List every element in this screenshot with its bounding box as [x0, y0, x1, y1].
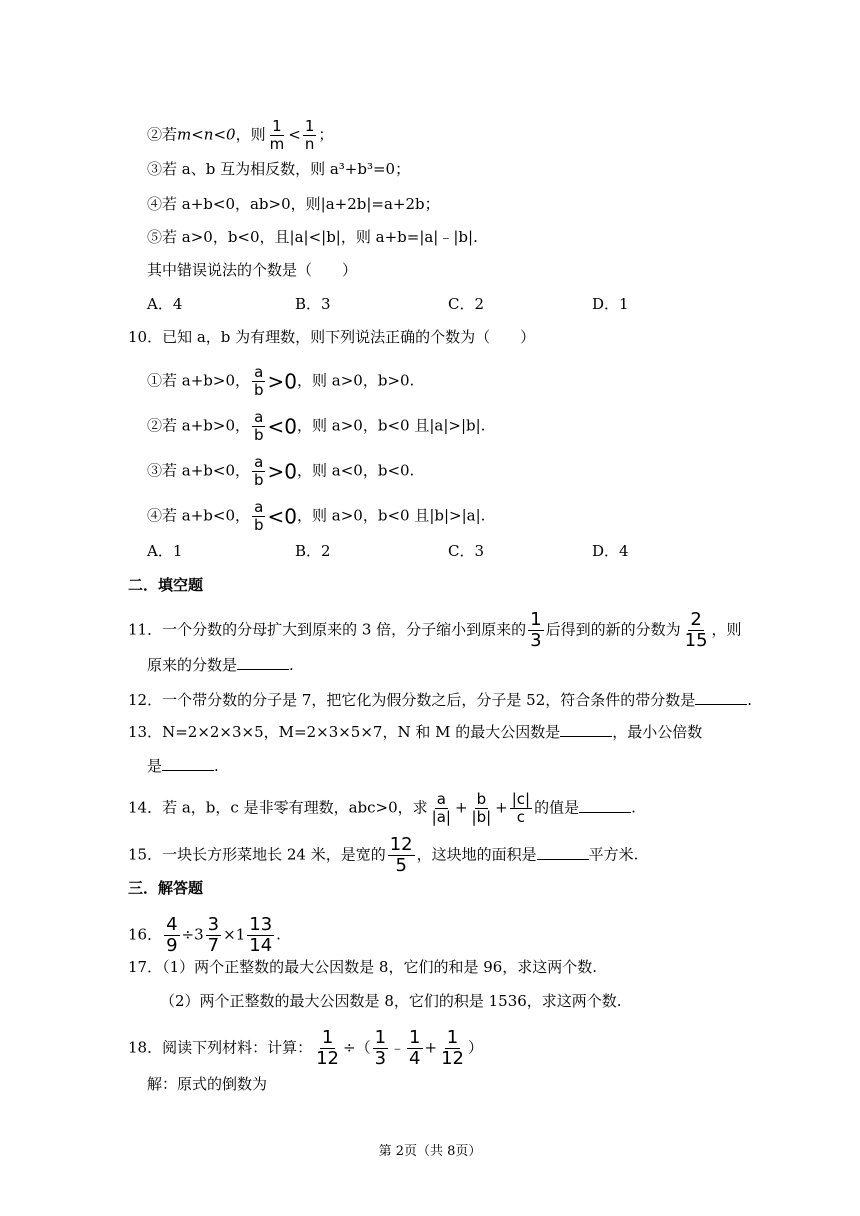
q10-item-2 — [147, 409, 485, 444]
q9-statement-2 — [147, 118, 333, 153]
denominator: 12 — [316, 1048, 339, 1069]
fraction — [388, 835, 415, 876]
numerator: 1 — [530, 609, 542, 630]
text: ，最小公倍数 — [612, 723, 703, 741]
comparison: <0 — [267, 414, 298, 439]
text: ÷（ — [343, 1038, 371, 1057]
plus-sign: + — [495, 798, 508, 817]
denominator: b — [254, 426, 264, 444]
text: ，这块地的面积是 — [416, 845, 537, 864]
numerator: 1 — [321, 1027, 334, 1048]
text: 是 — [147, 757, 163, 775]
numerator: 13 — [249, 914, 273, 935]
text: 11．一个分数的分母扩大到原来的 3 倍，分子缩小到原来的 — [128, 620, 527, 639]
plus-sign: + — [454, 798, 468, 817]
text: 18．阅读下列材料：计算： — [128, 1038, 313, 1057]
q13-line-1 — [128, 721, 702, 743]
denominator: 4 — [409, 1048, 421, 1069]
numerator: a — [254, 498, 264, 516]
fraction — [528, 610, 543, 651]
text: . — [276, 925, 281, 944]
answer-blank[interactable] — [237, 655, 289, 670]
q15 — [128, 835, 638, 876]
text: . — [214, 757, 219, 775]
q17-part-1: 17．（1）两个正整数的最大公因数是 8，它们的和是 96，求这两个数. — [128, 958, 598, 976]
denominator: |b| — [471, 808, 492, 826]
answer-blank[interactable] — [695, 690, 747, 705]
fraction — [252, 364, 266, 399]
fraction — [439, 1028, 466, 1069]
comparison: >0 — [267, 369, 298, 394]
q10-item-4 — [147, 499, 485, 534]
text: . — [631, 798, 636, 817]
fraction — [164, 915, 179, 956]
math-text: m<n<0 — [177, 125, 236, 144]
comparison: >0 — [267, 459, 298, 484]
numerator: 1 — [409, 1027, 421, 1048]
text: . — [747, 691, 753, 709]
q9-statement-5: ⑤若 a>0，b<0，且|a|<|b|，则 a+b=|a|﹣|b|. — [147, 228, 478, 246]
q18-solution: 解：原式的倒数为 — [147, 1075, 268, 1093]
fraction — [268, 118, 287, 153]
text: 12．一个带分数的分子是 7，把它化为假分数之后，分子是 52，符合条件的带分数是 — [128, 691, 696, 709]
q10-stem: 10．已知 a，b 为有理数，则下列说法正确的个数为（ ） — [128, 328, 536, 346]
text: ，则 a<0，b<0. — [297, 461, 415, 480]
numerator: |c| — [511, 790, 531, 808]
text: ） — [467, 1038, 483, 1057]
text: ①若 a+b>0， — [147, 371, 250, 390]
numerator: 12 — [389, 834, 413, 855]
numerator: 1 — [446, 1027, 459, 1048]
option-c: C．2 — [448, 295, 485, 313]
text: 13．N=2×2×3×5，M=2×3×5×7，N 和 M 的最大公因数是 — [128, 723, 561, 741]
text: 16． — [128, 925, 163, 944]
section-heading-fill-in: 二．填空题 — [128, 576, 204, 594]
numerator: 4 — [166, 914, 178, 935]
option-a: A．1 — [147, 542, 183, 560]
text: ，则 a>0，b>0. — [297, 371, 415, 390]
text: ，则 a>0，b<0 且|b|>|a|. — [297, 506, 486, 525]
option-b: B．2 — [295, 542, 331, 560]
answer-blank[interactable] — [537, 845, 589, 860]
q18 — [128, 1028, 483, 1069]
text: ，则 — [711, 620, 742, 639]
denominator: m — [269, 135, 285, 153]
denominator: 3 — [374, 1048, 387, 1069]
text: ②若 a+b>0， — [147, 416, 250, 435]
numerator: a — [254, 453, 264, 471]
fraction — [303, 118, 317, 153]
numerator: a — [436, 790, 446, 808]
text: ； — [318, 125, 334, 144]
text: 平方米. — [588, 845, 639, 864]
fraction — [470, 791, 494, 826]
q17-part-2: （2）两个正整数的最大公因数是 8，它们的积是 1536，求这两个数. — [160, 992, 622, 1010]
fraction — [430, 791, 453, 826]
denominator: b — [254, 381, 264, 399]
fraction — [252, 499, 266, 534]
denominator: 12 — [441, 1048, 464, 1069]
page-footer: 第 2页（共 8页） — [378, 1144, 482, 1159]
option-a: A．4 — [147, 295, 183, 313]
fraction — [206, 915, 221, 956]
denominator: 3 — [530, 630, 542, 651]
fraction — [510, 791, 532, 826]
fraction — [373, 1028, 388, 1069]
q12 — [128, 689, 752, 711]
denominator: |a| — [431, 808, 451, 826]
denominator: 15 — [684, 630, 708, 651]
denominator: n — [304, 135, 315, 153]
fraction — [252, 454, 266, 489]
plus-sign: + — [424, 1038, 438, 1057]
text: ④若 a+b<0， — [147, 506, 250, 525]
numerator: 3 — [207, 914, 220, 935]
denominator: 14 — [249, 935, 273, 956]
option-d: D．4 — [592, 542, 629, 560]
option-c: C．3 — [448, 542, 485, 560]
fraction — [683, 610, 710, 651]
text: 15．一块长方形菜地长 24 米，是宽的 — [128, 845, 386, 864]
denominator: 7 — [207, 935, 220, 956]
denominator: 9 — [166, 935, 178, 956]
q13-line-2 — [147, 755, 219, 777]
numerator: 1 — [272, 117, 282, 135]
q10-item-1 — [147, 364, 414, 399]
text: 原来的分数是 — [147, 656, 238, 674]
text: ，则 a>0，b<0 且|a|>|b|. — [297, 416, 486, 435]
text: 后得到的新的分数为 — [545, 620, 681, 639]
q9-statement-4: ④若 a+b<0，ab>0，则|a+2b|=a+2b； — [147, 195, 440, 213]
text: ×1 — [223, 925, 246, 944]
denominator: 5 — [395, 855, 407, 876]
denominator: c — [516, 808, 526, 826]
fraction — [314, 1028, 341, 1069]
answer-blank[interactable] — [560, 722, 612, 737]
q9-statement-3: ③若 a、b 互为相反数，则 a³+b³=0； — [147, 160, 411, 178]
answer-blank[interactable] — [162, 756, 214, 771]
q14 — [128, 791, 636, 826]
numerator: a — [254, 363, 264, 381]
text: 的值是 — [534, 798, 580, 817]
denominator: b — [254, 516, 264, 534]
text: 14．若 a，b，c 是非零有理数，abc>0，求 — [128, 798, 428, 817]
denominator: b — [254, 471, 264, 489]
minus-sign: ﹣ — [390, 1038, 406, 1057]
section-heading-solve: 三．解答题 — [128, 879, 204, 897]
numerator: 1 — [304, 117, 315, 135]
numerator: 2 — [690, 609, 702, 630]
option-d: D．1 — [592, 295, 629, 313]
comparison: <0 — [267, 504, 298, 529]
text: ，则 — [235, 125, 266, 144]
fraction — [407, 1028, 422, 1069]
q9-question: 其中错误说法的个数是（ ） — [147, 261, 358, 279]
q10-item-3 — [147, 454, 414, 489]
answer-blank[interactable] — [579, 798, 631, 813]
numerator: 1 — [374, 1027, 387, 1048]
q11-line-1 — [128, 610, 742, 651]
text: ②若 — [147, 125, 178, 144]
text: ÷3 — [181, 925, 204, 944]
q11-line-2 — [147, 654, 294, 676]
option-b: B．3 — [295, 295, 331, 313]
numerator: b — [476, 790, 487, 808]
numerator: a — [254, 408, 264, 426]
text: . — [289, 656, 294, 674]
fraction — [247, 915, 274, 956]
fraction — [252, 409, 266, 444]
text: < — [288, 125, 301, 144]
q16 — [128, 915, 281, 956]
text: ③若 a+b<0， — [147, 461, 250, 480]
